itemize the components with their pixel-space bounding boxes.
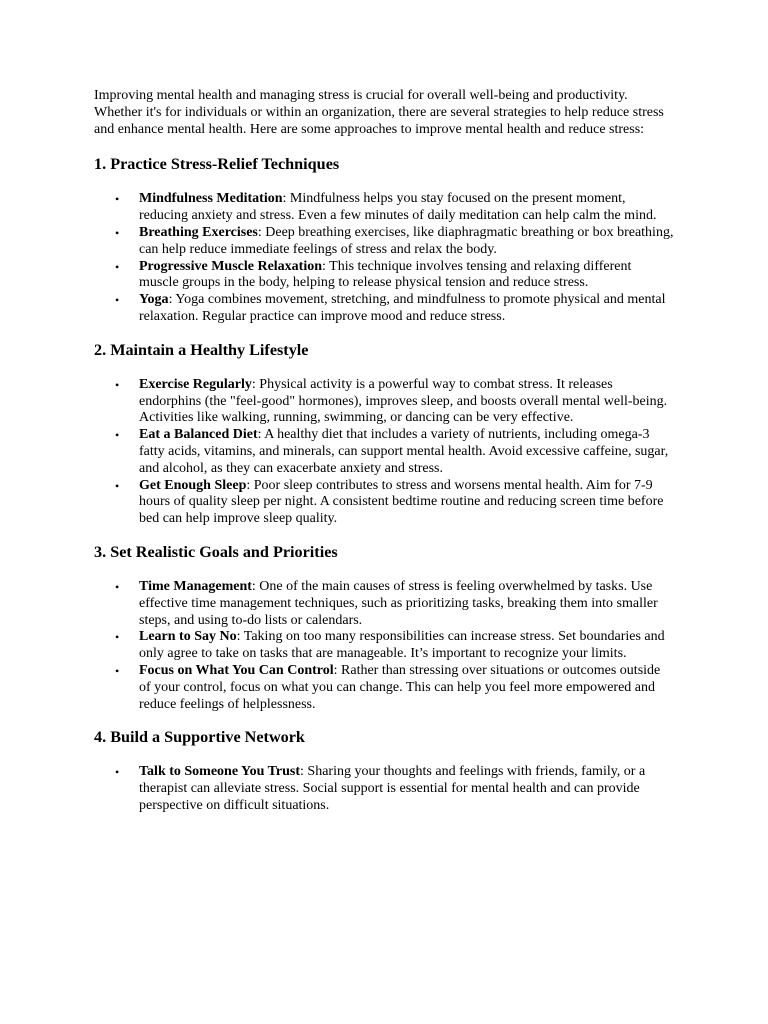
list-item-time-management bbox=[94, 579, 674, 629]
item-text: : Taking on too many responsibilities can increase stress. Set boundaries and only agree to take on tasks that are manageable. It’s important to recognize your limits. bbox=[139, 629, 665, 662]
bullet-icon: • bbox=[115, 377, 120, 392]
item-text: : One of the main causes of stress is feeling overwhelmed by tasks. Use effective time management techniques, such as prioritizing tasks, breaking them into smaller steps, and using to-do lists or calendars. bbox=[139, 578, 658, 628]
list-item-focus-on-control bbox=[94, 663, 674, 713]
item-text: : This technique involves tensing and relaxing different muscle groups in the body, helping to release physical tension and reduce stress. bbox=[139, 258, 632, 291]
bullet-icon: • bbox=[115, 478, 120, 493]
item-text: : Mindfulness helps you stay focused on the present moment, reducing anxiety and stress. Even a few minutes of daily meditation can help calm the mind. bbox=[139, 191, 657, 224]
section-heading-supportive-network: 4. Build a Supportive Network bbox=[94, 728, 305, 747]
list-item-mindfulness-meditation bbox=[94, 191, 674, 225]
bullet-icon: • bbox=[115, 225, 120, 240]
bullet-icon: • bbox=[115, 663, 120, 678]
item-text: : Poor sleep contributes to stress and worsens mental health. Aim for 7-9 hours of quality sleep per night. A consistent bedtime routine and reducing screen time before bed can help improve sleep quality. bbox=[139, 477, 664, 527]
item-term: Focus on What You Can Control bbox=[139, 662, 334, 678]
item-term: Talk to Someone You Trust bbox=[139, 764, 301, 780]
item-text: : Physical activity is a powerful way to combat stress. It releases endorphins (the "feel-good" hormones), improves sleep, and boosts overall mental well-being. Activities like walking, running, swimming, or dancing can be very effective. bbox=[139, 376, 668, 426]
item-term: Mindfulness Meditation bbox=[139, 191, 283, 207]
section-heading-stress-relief: 1. Practice Stress-Relief Techniques bbox=[94, 155, 340, 174]
item-text: : A healthy diet that includes a variety of nutrients, including omega-3 fatty acids, vitamins, and minerals, can support mental health. Avoid excessive caffeine, sugar, and alcohol, as they can exacerbate anxiety and stress. bbox=[139, 427, 669, 476]
section-heading-goals-priorities: 3. Set Realistic Goals and Priorities bbox=[94, 542, 338, 561]
list-item-progressive-muscle-relaxation bbox=[94, 259, 674, 293]
section-heading-healthy-lifestyle: 2. Maintain a Healthy Lifestyle bbox=[94, 340, 309, 359]
intro-paragraph: Improving mental health and managing stress is crucial for overall well-being and productivity. Whether it's for individuals or within an organization, there are several strategies to help reduce stress and enhance mental health. Here are some approaches to improve mental health and reduce stress: bbox=[94, 88, 664, 137]
bullet-icon: • bbox=[115, 192, 120, 207]
goals-priorities-list bbox=[94, 579, 674, 713]
list-item-balanced-diet bbox=[94, 427, 674, 477]
item-term: Eat a Balanced Diet bbox=[139, 427, 258, 443]
bullet-icon: • bbox=[115, 293, 120, 308]
item-term: Exercise Regularly bbox=[139, 376, 252, 392]
stress-relief-list bbox=[94, 191, 674, 325]
bullet-icon: • bbox=[115, 259, 120, 274]
bullet-icon: • bbox=[115, 579, 120, 594]
bullet-icon: • bbox=[115, 428, 120, 443]
list-item-enough-sleep bbox=[94, 478, 674, 528]
item-term: Learn to Say No bbox=[139, 629, 237, 645]
item-term: Yoga bbox=[139, 292, 169, 308]
list-item-breathing-exercises bbox=[94, 225, 674, 259]
bullet-icon: • bbox=[115, 765, 120, 780]
healthy-lifestyle-list bbox=[94, 377, 674, 528]
item-term: Time Management bbox=[139, 578, 252, 594]
item-term: Breathing Exercises bbox=[139, 224, 258, 240]
item-text: : Rather than stressing over situations or outcomes outside of your control, focus on what you can change. This can help you feel more empowered and reduce feelings of helplessness. bbox=[139, 662, 661, 712]
bullet-icon: • bbox=[115, 630, 120, 645]
list-item-yoga bbox=[94, 292, 674, 326]
list-item-exercise-regularly bbox=[94, 377, 674, 427]
list-item-talk-to-someone bbox=[94, 764, 674, 814]
item-term: Progressive Muscle Relaxation bbox=[139, 258, 323, 274]
list-item-learn-to-say-no bbox=[94, 629, 674, 663]
item-text: : Yoga combines movement, stretching, and mindfulness to promote physical and mental relaxation. Regular practice can improve mood and reduce stress. bbox=[139, 292, 666, 324]
supportive-network-list bbox=[94, 764, 674, 814]
item-text: : Deep breathing exercises, like diaphragmatic breathing or box breathing, can help reduce immediate feelings of stress and relax the body. bbox=[139, 224, 674, 257]
item-text: : Sharing your thoughts and feelings with friends, family, or a therapist can alleviate stress. Social support is essential for mental health and can provide perspective on difficult situations. bbox=[139, 764, 646, 813]
item-term: Get Enough Sleep bbox=[139, 477, 247, 493]
